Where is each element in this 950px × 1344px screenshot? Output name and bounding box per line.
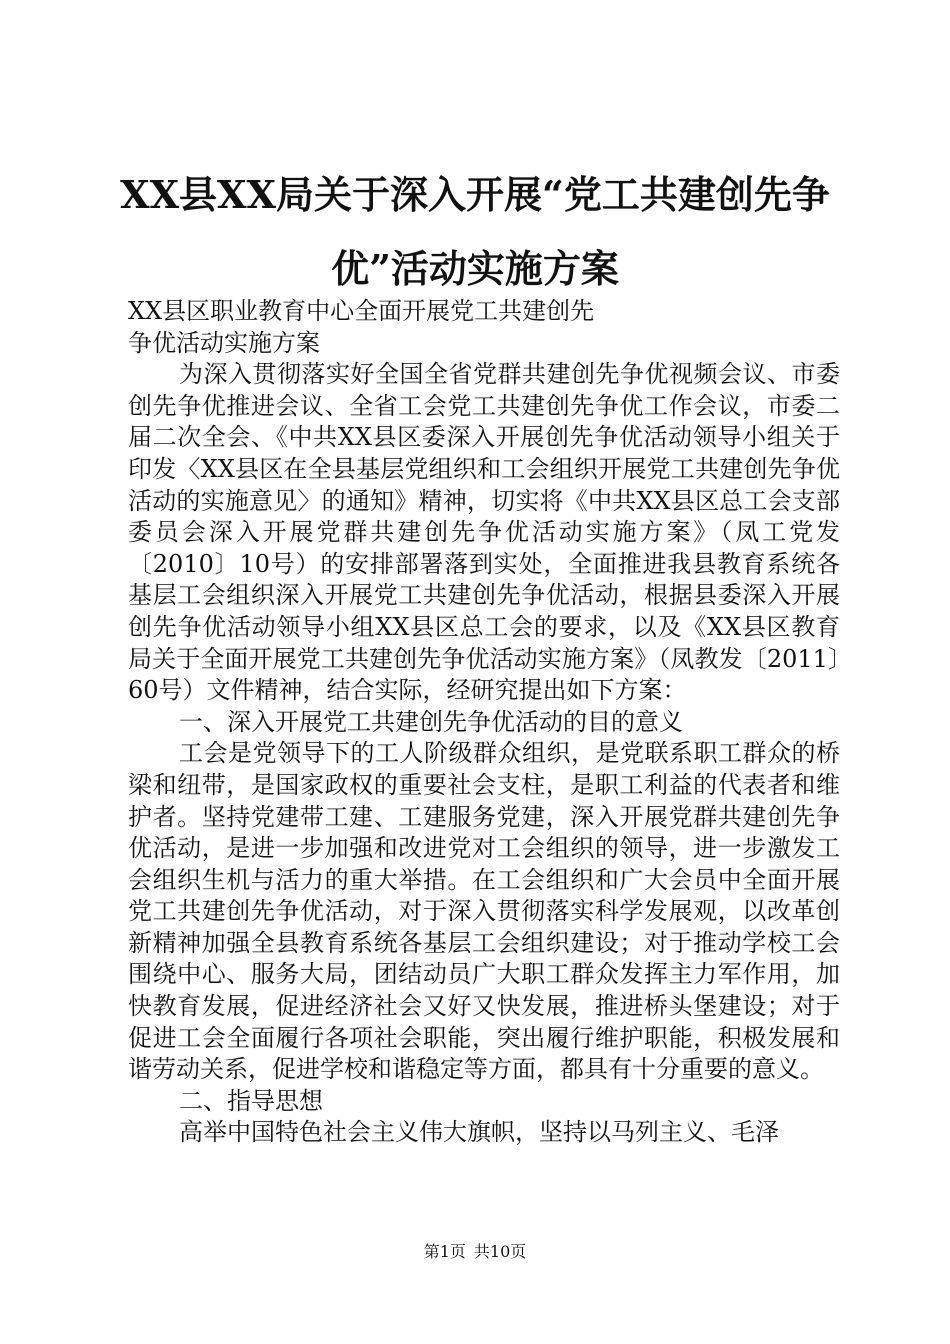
page-number: 第1页 <box>423 1242 466 1261</box>
paragraph-intro: 为深入贯彻落实好全国全省党群共建创先争优视频会议、市委创先争优推进会议、全省工会党工共建创先争优工作会议，市委二届二次全会、《中共XX县区委深入开展创先争优活动领导小组关于印发〈XX县区在全县基层党组织和工会组织开展党工共建创先争优活动的实施意见〉的通知》精神，切实将《中共XX县区总工会支部委员会深入开展党群共建创先争优活动实施方案》（凤工党发〔2010〕10号）的安排部署落到实处，全面推进我县教育系统各基层工会组织深入开展党工共建创先争优活动，根据县委深入开展创先争优活动领导小组XX县区总工会的要求，以及《XX县区教育局关于全面开展党工共建创先争优活动实施方案》（凤教发〔2011〕60号）文件精神，结合实际，经研究提出如下方案： <box>128 360 840 705</box>
section-heading-2: 二、指导思想 <box>179 1086 323 1115</box>
page-footer <box>0 1242 950 1262</box>
paragraph-section-2: 高举中国特色社会主义伟大旗帜，坚持以马列主义、毛泽 <box>179 1118 779 1147</box>
subtitle-line-1: XX县区职业教育中心全面开展党工共建创先 <box>128 297 595 325</box>
document-body <box>128 296 840 1149</box>
subtitle-line-2: 争优活动实施方案 <box>128 328 320 357</box>
paragraph-section-1: 工会是党领导下的工人阶级群众组织，是党联系职工群众的桥梁和纽带，是国家政权的重要社会支柱，是职工利益的代表者和维护者。坚持党建带工建、工建服务党建，深入开展党群共建创先争优活动，是进一步加强和改进党对工会组织的领导，进一步激发工会组织生机与活力的重大举措。在工会组织和广大会员中全面开展党工共建创先争优活动，对于深入贯彻落实科学发展观，以改革创新精神加强全县教育系统各基层工会组织建设；对于推动学校工会围绕中心、服务大局，团结动员广大职工群众发挥主力军作用，加快教育发展，促进经济社会又好又快发展，推进桥头堡建设；对于促进工会全面履行各项社会职能，突出履行维护职能，积极发展和谐劳动关系，促进学校和谐稳定等方面，都具有十分重要的意义。 <box>128 739 840 1084</box>
section-heading-1: 一、深入开展党工共建创先争优活动的目的意义 <box>179 707 683 736</box>
document-title: XX县XX局关于深入开展“党工共建创先争优”活动实施方案 <box>120 172 830 291</box>
page-total: 共10页 <box>473 1242 527 1261</box>
